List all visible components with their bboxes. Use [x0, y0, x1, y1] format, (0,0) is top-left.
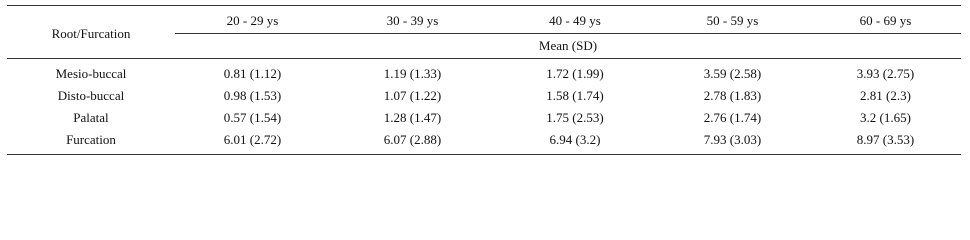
table-cell: 7.93 (3.03) [703, 132, 762, 147]
table-cell: 1.07 (1.22) [383, 88, 442, 103]
table-cell: 1.19 (1.33) [383, 66, 442, 81]
table-row [7, 107, 961, 129]
header-row-age-groups [7, 6, 961, 34]
table-cell: 1.75 (2.53) [546, 110, 604, 125]
row-label: Furcation [66, 132, 116, 147]
table-body [7, 59, 961, 155]
table-cell: 0.98 (1.53) [223, 88, 282, 103]
row-header-cell: Root/Furcation [7, 6, 175, 59]
statistic-label: Mean (SD) [175, 34, 961, 59]
table-cell: 3.59 (2.58) [703, 66, 762, 81]
column-header-age-4: 50 - 59 ys [655, 6, 810, 34]
table-cell: 8.97 (3.53) [856, 132, 915, 147]
column-header-age-3: 40 - 49 ys [495, 6, 655, 34]
row-label: Palatal [73, 110, 109, 125]
table-cell: 1.58 (1.74) [546, 88, 604, 103]
table-cell: 1.28 (1.47) [383, 110, 442, 125]
table-cell: 0.81 (1.12) [223, 66, 282, 81]
table-cell: 0.57 (1.54) [223, 110, 282, 125]
table-cell: 2.78 (1.83) [703, 88, 762, 103]
table-cell: 3.93 (2.75) [856, 66, 915, 81]
table-row [7, 85, 961, 107]
table-cell: 6.94 (3.2) [549, 132, 601, 147]
table-cell: 3.2 (1.65) [860, 110, 911, 125]
row-label: Disto-buccal [57, 88, 125, 103]
table-cell: 6.01 (2.72) [223, 132, 282, 147]
table-row [7, 59, 961, 86]
column-header-age-2: 30 - 39 ys [330, 6, 495, 34]
table-cell: 2.81 (2.3) [860, 88, 911, 103]
table-header [7, 6, 961, 59]
column-header-age-1: 20 - 29 ys [175, 6, 330, 34]
data-table [7, 5, 961, 155]
row-label: Mesio-buccal [55, 66, 127, 81]
table-cell: 1.72 (1.99) [546, 66, 604, 81]
table-row [7, 129, 961, 155]
table-cell: 2.76 (1.74) [703, 110, 762, 125]
column-header-age-5: 60 - 69 ys [810, 6, 961, 34]
table-cell: 6.07 (2.88) [383, 132, 442, 147]
